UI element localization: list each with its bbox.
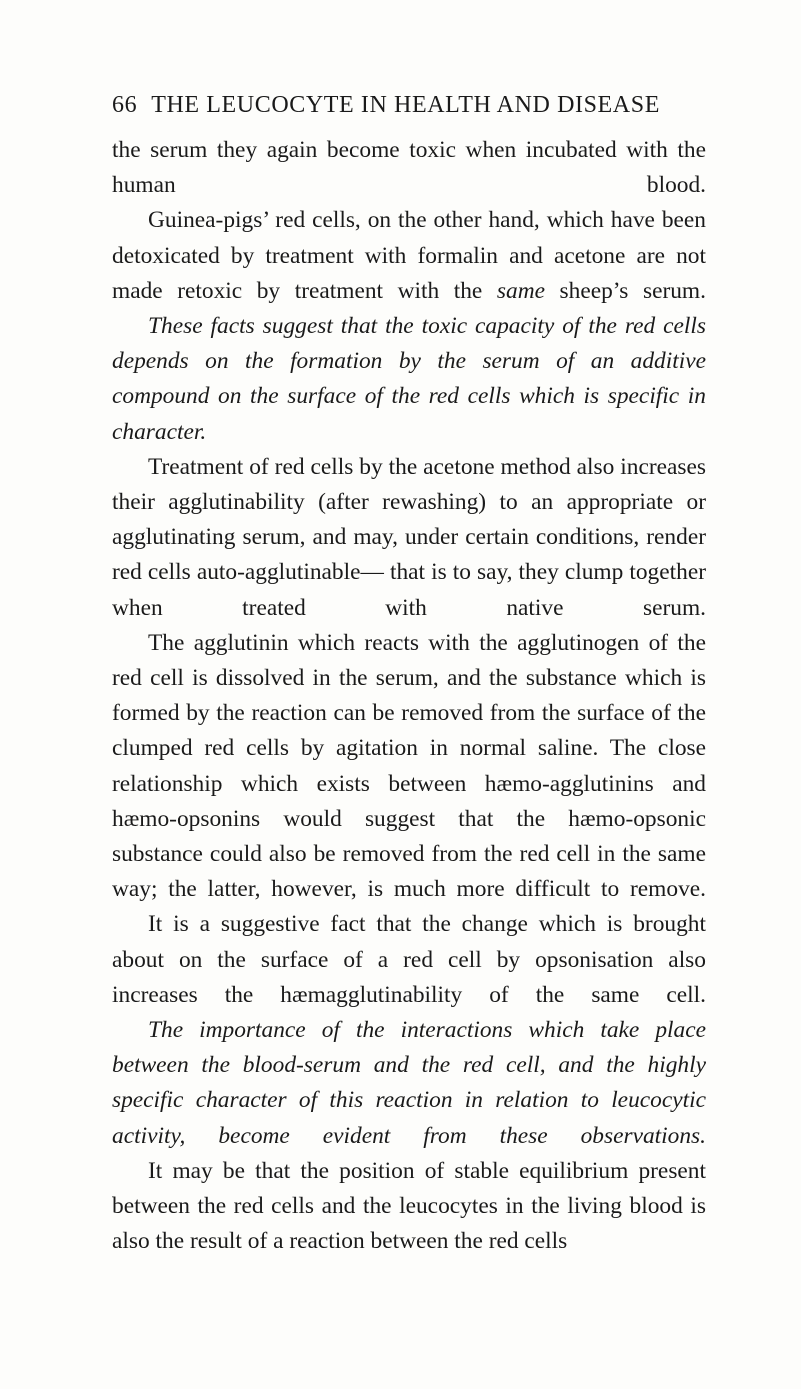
paragraph-guinea-pigs: [112, 203, 706, 309]
running-head-title: THE LEUCOCYTE IN HEALTH AND DISEASE: [151, 92, 660, 118]
paragraph-segment: sheep’s serum.: [544, 277, 706, 304]
paragraph-italic-conclusion: These facts suggest that the toxic capacity of the red cells depends on the formation by the serum of an additive compound on the surface of the red cells which is specific in character.: [112, 313, 706, 445]
paragraph-stable-equilibrium: It may be that the position of stable equilibrium present between the red cells and the leucocytes in the living blood is also the result of a reaction between the red cells: [112, 1157, 706, 1255]
paragraph-suggestive-fact: It is a suggestive fact that the change which is brought about on the surface of a red cell by opsonisation also increases the hæmagglutinability of the same cell.: [112, 911, 706, 1008]
paragraph-segment: Guinea-pigs’ red cells, on the other hand, which have been detoxicated by treatment with formalin and acetone are not made retoxic by treatment with the: [112, 207, 706, 304]
running-head: [112, 92, 712, 119]
page-number: 66: [112, 92, 138, 118]
paragraph-treatment: Treatment of red cells by the acetone method also increases their agglutinability (after rewashing) to an appropriate or agglutinating serum, and may, under certain conditions, render red cells auto-agglutinable— that is to say, they clump together when treated with native serum.: [112, 453, 706, 621]
paragraph-italic-importance: The importance of the interactions which take place between the blood-serum and the red cell, and the highly specific character of this reaction in relation to leucocytic activity, become evident from these observations.: [112, 1017, 706, 1149]
body-text: [112, 133, 706, 1260]
paragraph-continuation: the serum they again become toxic when incubated with the human blood.: [112, 137, 706, 199]
paragraph-agglutinin: The agglutinin which reacts with the agglutinogen of the red cell is dissolved in the serum, and the substance which is formed by the reaction can be removed from the surface of the clumped red cells by agitation in normal saline. The close relationship which exists between hæmo-agglutinins and hæmo-opsonins would suggest that the hæmo-opsonic substance could also be removed from the red cell in the same way; the latter, however, is much more difficult to remove.: [112, 629, 706, 903]
emphasis-same: same: [496, 277, 545, 304]
